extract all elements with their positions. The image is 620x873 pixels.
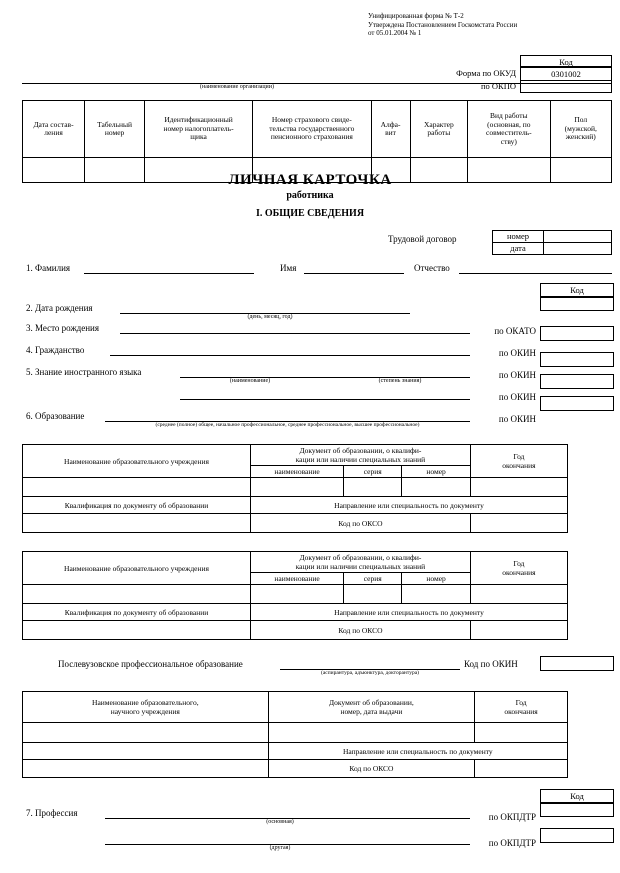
header-line-3: от 05.01.2004 № 1 (368, 29, 422, 37)
label-name: Имя (280, 263, 297, 273)
edu2-cell-name[interactable] (23, 585, 251, 604)
table-header-row (23, 101, 612, 158)
edu1-h-name: Наименование образовательного учреждения (23, 445, 251, 478)
th-tabnum: Табельный номер (85, 101, 145, 158)
edu2-h-doc: Документ об образовании, о квалифи- кации или наличии специальных знаний (251, 552, 471, 573)
edu2-blank-row (23, 585, 568, 604)
contract-label: Трудовой договор (388, 234, 457, 244)
okud-value[interactable]: 0301002 (520, 67, 612, 80)
kod-value-okin-lang2[interactable] (540, 374, 614, 389)
edu1-spec-label: Направление или специальность по документу (251, 497, 568, 514)
label-okin-citizenship: по ОКИН (498, 348, 536, 358)
input-citizenship[interactable] (110, 354, 470, 356)
input-birthplace[interactable] (120, 332, 470, 334)
edu3-cell-name[interactable] (23, 723, 269, 743)
edu1-okso-value[interactable] (470, 514, 567, 533)
edu2-okso-label: Код по ОКСО (251, 621, 471, 640)
edu2-cell-year[interactable] (470, 585, 567, 604)
kod-value-okpdtr-2[interactable] (540, 828, 614, 843)
edu3-blank-row-1 (23, 723, 568, 743)
edu2-cell-docname[interactable] (251, 585, 344, 604)
kod-value-okin-citizenship[interactable] (540, 326, 614, 341)
edu1-cell-docname[interactable] (251, 478, 344, 497)
edu1-sub-series: серия (344, 466, 402, 478)
edu2-sub-series: серия (344, 573, 402, 585)
edu2-sub-name: наименование (251, 573, 344, 585)
caption-profession-other: (другая) (269, 845, 291, 851)
kod-caption-3: Код (540, 789, 614, 804)
organization-caption: (наименование организации) (200, 84, 274, 90)
kod-value-okin-postgraduate[interactable] (540, 656, 614, 671)
contract-row-date (493, 243, 612, 255)
contract-row-number (493, 231, 612, 243)
edu3-h-name: Наименование образовательного, научного учреждения (23, 692, 269, 723)
edu1-cell-year[interactable] (470, 478, 567, 497)
edu2-h-name: Наименование образовательного учреждения (23, 552, 251, 585)
edu1-cell-number[interactable] (402, 478, 471, 497)
kod-caption: Код (520, 55, 612, 67)
education-table-1 (22, 444, 568, 533)
edu1-cell-name[interactable] (23, 478, 251, 497)
edu3-blank-cell[interactable] (23, 743, 269, 760)
edu2-cell-number[interactable] (402, 585, 471, 604)
edu2-qual-row (23, 604, 568, 621)
edu1-qual-row (23, 497, 568, 514)
education-table-3 (22, 691, 568, 778)
edu2-qual-value[interactable] (23, 621, 251, 640)
label-okpdtr-2: по ОКПДТР (488, 838, 536, 848)
page-title: ЛИЧНАЯ КАРТОЧКА (228, 172, 392, 188)
th-inn: Идентификационный номер налогоплатель- щика (145, 101, 253, 158)
contract-value-number[interactable] (544, 231, 612, 243)
th-date: Дата состав- ления (23, 101, 85, 158)
form-header (368, 12, 612, 38)
th-work-character: Характер работы (410, 101, 468, 158)
section-title: I. ОБЩИЕ СВЕДЕНИЯ (255, 208, 365, 219)
label-patronymic: Отчество (414, 263, 450, 273)
label-okin-postgraduate: Код по ОКИН (464, 659, 518, 669)
caption-postgraduate: (аспирантура, адъюнктура, докторантура) (321, 670, 419, 676)
edu2-sub-number: номер (402, 573, 471, 585)
edu3-spec-row (23, 743, 568, 760)
edu1-blank-row (23, 478, 568, 497)
edu1-okso-label: Код по ОКСО (251, 514, 471, 533)
contract-key-number: номер (493, 231, 544, 243)
main-info-table (22, 100, 612, 183)
edu1-header-row (23, 445, 568, 466)
label-birthplace: 3. Место рождения (26, 323, 100, 333)
edu1-okso-row (23, 514, 568, 533)
edu3-okso-label: Код по ОКСО (268, 760, 475, 778)
page-subtitle: работника (286, 190, 334, 201)
label-okin-lang1: по ОКИН (498, 370, 536, 380)
edu1-cell-series[interactable] (344, 478, 402, 497)
contract-key-date: дата (493, 243, 544, 255)
edu3-h-year: Год окончания (475, 692, 568, 723)
caption-language-name: (наименование) (229, 378, 271, 384)
kod-value-okato[interactable] (540, 296, 614, 311)
label-citizenship: 4. Гражданство (26, 345, 85, 355)
label-okato: по ОКАТО (494, 326, 536, 336)
label-birthdate: 2. Дата рождения (26, 303, 93, 313)
contract-value-date[interactable] (544, 243, 612, 255)
kod-value-okin-education[interactable] (540, 396, 614, 411)
th-snils: Номер страхового свиде- тельства государственного пенсионного страхования (253, 101, 372, 158)
kod-value-okin-lang1[interactable] (540, 352, 614, 367)
input-foreign-language-2[interactable] (180, 398, 470, 400)
edu3-header-row (23, 692, 568, 723)
header-line-1: Унифицированная форма № Т-2 (368, 12, 464, 20)
th-gender: Пол (мужской, женский) (550, 101, 612, 158)
edu2-okso-value[interactable] (470, 621, 567, 640)
edu2-header-row (23, 552, 568, 573)
label-okpdtr-1: по ОКПДТР (488, 812, 536, 822)
th-work-type: Вид работы (основная, по совместитель- ству) (468, 101, 550, 158)
kod-value-okpdtr-1[interactable] (540, 802, 614, 817)
edu2-cell-series[interactable] (344, 585, 402, 604)
edu1-h-doc: Документ об образовании, о квалифи- кации или наличии специальных знаний (251, 445, 471, 466)
label-okin-lang2: по ОКИН (498, 392, 536, 402)
edu1-qual-value[interactable] (23, 514, 251, 533)
caption-language-level: (степень знания) (378, 378, 422, 384)
input-patronymic[interactable] (459, 272, 612, 274)
th-alphabet: Алфа- вит (371, 101, 410, 158)
caption-education: (среднее (полное) общее, начальное профессиональное, среднее профессиональное, высшее профессиональное) (155, 422, 420, 428)
caption-birthdate: (день, месяц, год) (247, 314, 293, 320)
edu1-qual-label: Квалификация по документу об образовании (23, 497, 251, 514)
caption-profession-main: (основная) (266, 819, 294, 825)
contract-table (492, 230, 612, 255)
edu3-spec-label: Направление или специальность по документу (268, 743, 567, 760)
edu3-blank-cell-2[interactable] (23, 760, 269, 778)
label-profession: 7. Профессия (26, 808, 78, 818)
input-name[interactable] (304, 272, 404, 274)
label-education: 6. Образование (26, 411, 85, 421)
okpo-label: по ОКПО (480, 81, 516, 91)
edu2-okso-row (23, 621, 568, 640)
header-line-2: Утверждена Постановлением Госкомстата России (368, 20, 518, 29)
edu1-h-year: Год окончания (470, 445, 567, 478)
edu2-h-year: Год окончания (470, 552, 567, 585)
education-table-2 (22, 551, 568, 640)
edu3-okso-row (23, 760, 568, 778)
edu2-qual-label: Квалификация по документу об образовании (23, 604, 251, 621)
okud-label: Форма по ОКУД (456, 68, 516, 78)
label-okin-education: по ОКИН (498, 414, 536, 424)
edu3-cell-doc[interactable] (268, 723, 475, 743)
edu3-cell-year[interactable] (475, 723, 568, 743)
label-postgraduate: Послевузовское профессиональное образование (58, 659, 243, 669)
edu2-spec-label: Направление или специальность по документу (251, 604, 568, 621)
edu3-okso-value[interactable] (475, 760, 568, 778)
input-surname[interactable] (84, 272, 254, 274)
edu1-sub-number: номер (402, 466, 471, 478)
edu1-sub-name: наименование (251, 466, 344, 478)
kod-caption-2: Код (540, 283, 614, 298)
edu3-h-doc: Документ об образовании, номер, дата выдачи (268, 692, 475, 723)
label-surname: 1. Фамилия (26, 263, 71, 273)
label-foreign-language: 5. Знание иностранного языка (26, 367, 142, 377)
